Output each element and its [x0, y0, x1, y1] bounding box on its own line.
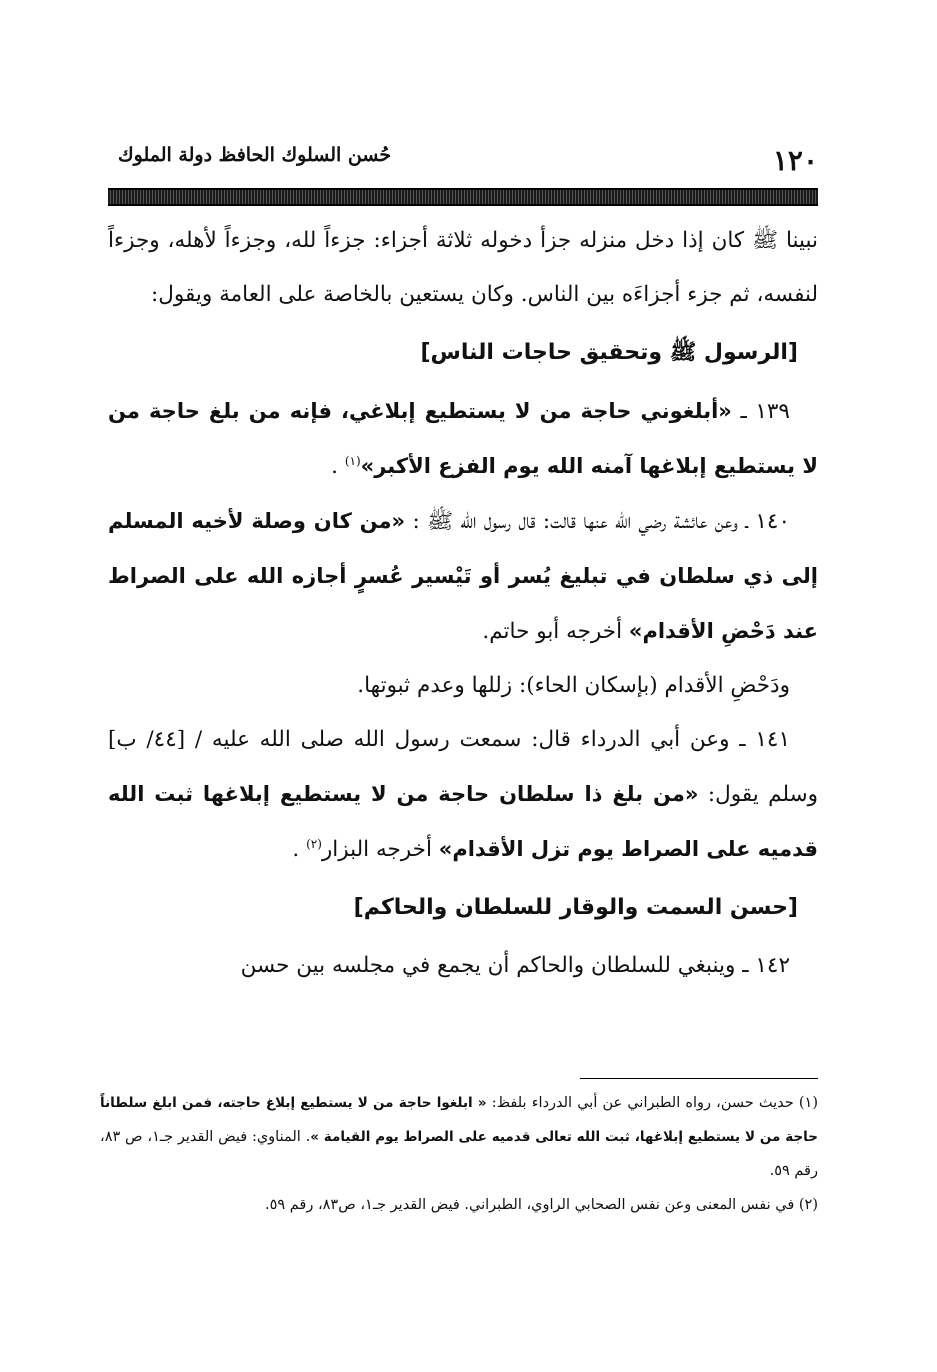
page-header — [108, 138, 818, 182]
hadith-source: أخرجه أبو حاتم. — [482, 619, 629, 644]
footnote-1-quote: « ابلغوا حاجة من لا يستطيع إبلاغ حاجته، فمن ابلغ سلطاناً حاجة من لا يستطيع إبلاغها، ثبت الله تعالى قدميه على الصراط يوم القيامة » — [100, 1095, 818, 1145]
main-text — [108, 214, 818, 993]
footnote-1 — [100, 1086, 818, 1188]
footnote-marker: (١) — [344, 453, 361, 468]
running-title: حُسن السلوك الحافظ دولة الملوك — [118, 144, 392, 166]
footnotes — [100, 1086, 818, 1222]
page-number: ١٢٠ — [772, 144, 818, 177]
paragraph-142: ١٤٢ ـ وينبغي للسلطان والحاكم أن يجمع في مجلسه بين حسن — [240, 953, 790, 978]
explanation-note: ودَحْضِ الأقدام (بإسكان الحاء): زللها وعدم ثبوتها. — [357, 673, 790, 698]
hadith-end: . — [331, 454, 345, 479]
hadith-text: «أبلغوني حاجة من لا يستطيع إبلاغي، فإنه من بلغ حاجة من لا يستطيع إبلاغها آمنه الله يوم الفزع الأكبر» — [108, 399, 818, 478]
footnote-1-source: . المناوي: فيض القدير جـ١، ص ٨٣، رقم ٥٩. — [100, 1129, 818, 1179]
hadith-end: . — [292, 837, 307, 862]
footnote-marker: (٢) — [306, 836, 322, 851]
section-heading: [الرسول ﷺ وتحقيق حاجات الناس] — [420, 340, 798, 365]
hadith-intro: ١٤١ ـ وعن أبي الدرداء قال: سمعت رسول الله صلى الله عليه / [٤٤/ ب] وسلم يقول: — [108, 727, 818, 807]
hadith-number: ١٣٩ ـ — [740, 399, 790, 424]
hadith-source: أخرجه البزار — [321, 837, 439, 862]
hadith-text: «من كان وصلة لأخيه المسلم إلى ذي سلطان في تبليغ يُسر أو تَيْسير عُسرٍ أجازه الله على الصراط عند دَحْضِ الأقدام» — [108, 509, 818, 643]
intro-paragraph: نبينا ﷺ كان إذا دخل منزله جزأ دخوله ثلاثة أجزاء: جزءاً لله، وجزءاً لأهله، وجزءاً لنفسه، ثم جزء أجزاءَه بين الناس. وكان يستعين بالخاصة على العامة ويقول: — [108, 228, 818, 307]
footnote-separator — [580, 1078, 818, 1079]
header-rule — [108, 188, 818, 206]
footnote-1-intro: (١) حديث حسن، رواه الطبراني عن أبي الدرداء بلفظ: — [486, 1095, 819, 1111]
hadith-141 — [108, 713, 818, 877]
hadith-139 — [108, 384, 818, 494]
hadith-intro: ١٤٠ ـ وعن عائشة رضي الله عنها قالت: قال رسول الله ﷺ : — [412, 509, 790, 534]
hadith-140 — [108, 494, 818, 659]
section-heading: [حسن السمت والوقار للسلطان والحاكم] — [353, 895, 798, 920]
hadith-text: «من بلغ ذا سلطان حاجة من لا يستطيع إبلاغها ثبت الله قدميه على الصراط يوم تزل الأقدام» — [108, 782, 818, 861]
footnote-2: (٢) في نفس المعنى وعن نفس الصحابي الراوي، الطبراني. فيض القدير جـ١، ص٨٣، رقم ٥٩. — [264, 1197, 818, 1213]
